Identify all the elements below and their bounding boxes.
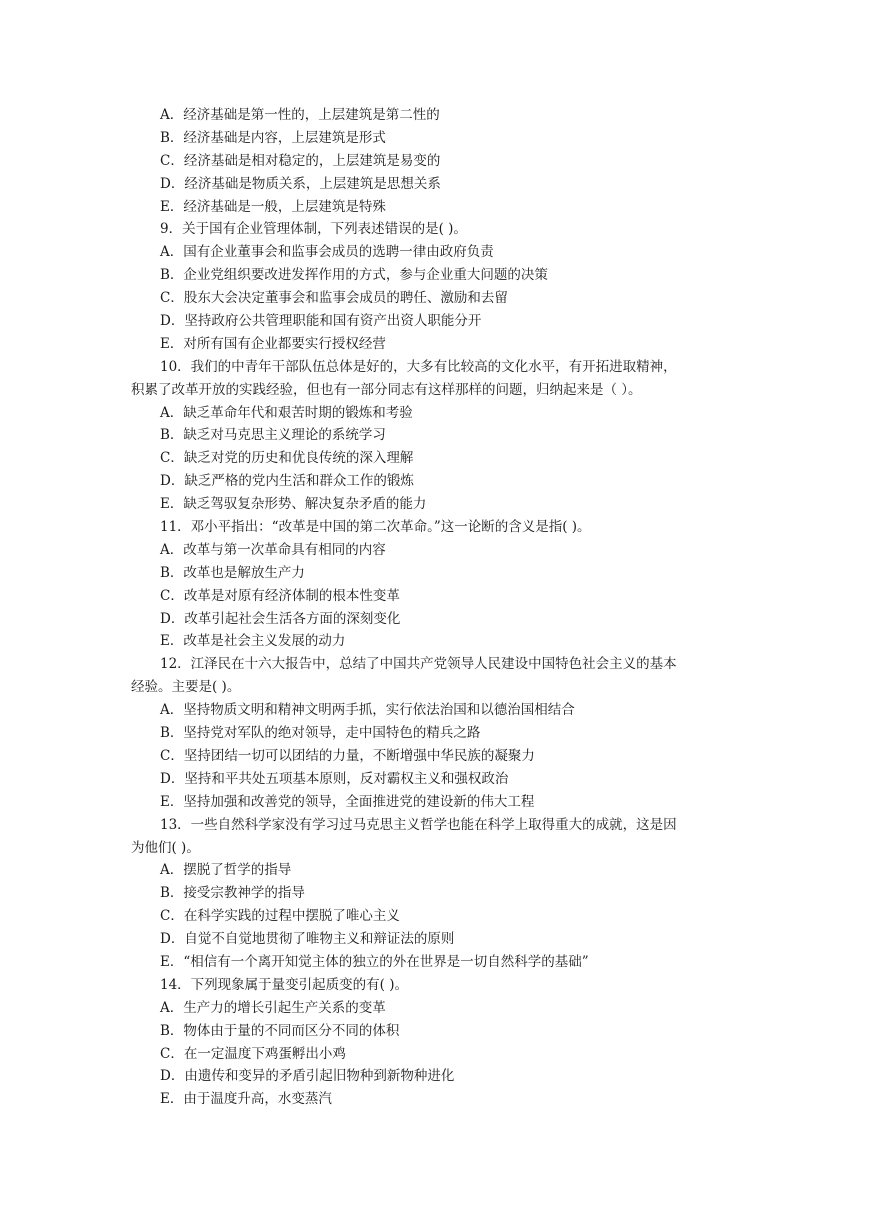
question-continuation-line: 为他们( )。 <box>131 839 200 856</box>
answer-option-line: A．生产力的增长引起生产关系的变革 <box>160 999 386 1016</box>
answer-option-line: A．摆脱了哲学的指导 <box>160 862 292 879</box>
answer-option-line: A．缺乏革命年代和艰苦时期的锻炼和考验 <box>160 404 413 421</box>
answer-option-line: E．由于温度升高，水变蒸汽 <box>160 1091 332 1108</box>
answer-option-line: B．企业党组织要改进发挥作用的方式，参与企业重大问题的决策 <box>160 267 548 284</box>
answer-option-line: E．经济基础是一般，上层建筑是特殊 <box>160 198 386 215</box>
answer-option-line: E．坚持加强和改善党的领导，全面推进党的建设新的伟大工程 <box>160 793 535 810</box>
question-continuation-line: 积累了改革开放的实践经验，但也有一部分同志有这样那样的问题，归纳起来是（ ）。 <box>131 381 642 398</box>
answer-option-line: E．对所有国有企业都要实行授权经营 <box>160 335 386 352</box>
answer-option-line: D．由遗传和变异的矛盾引起旧物种到新物种进化 <box>160 1068 455 1085</box>
answer-option-line: C．在一定温度下鸡蛋孵出小鸡 <box>160 1045 346 1062</box>
question-stem-line: 13．一些自然科学家没有学习过马克思主义哲学也能在科学上取得重大的成就，这是因 <box>160 816 677 833</box>
question-stem-line: 11．邓小平指出：“改革是中国的第二次革命。”这一论断的含义是指( )。 <box>160 519 591 536</box>
answer-option-line: C．股东大会决定董事会和监事会成员的聘任、激励和去留 <box>160 290 508 307</box>
answer-option-line: A．国有企业董事会和监事会成员的选聘一律由政府负责 <box>160 244 494 261</box>
answer-option-line: A．改革与第一次革命具有相同的内容 <box>160 541 386 558</box>
answer-option-line: C．坚持团结一切可以团结的力量，不断增强中华民族的凝聚力 <box>160 747 535 764</box>
answer-option-line: B．经济基础是内容，上层建筑是形式 <box>160 129 386 146</box>
answer-option-line: C．在科学实践的过程中摆脱了唯心主义 <box>160 908 400 925</box>
answer-option-line: B．物体由于量的不同而区分不同的体积 <box>160 1022 400 1039</box>
answer-option-line: A．经济基础是第一性的，上层建筑是第二性的 <box>160 107 440 123</box>
answer-option-line: D．自觉不自觉地贯彻了唯物主义和辩证法的原则 <box>160 931 455 948</box>
question-continuation-line: 经验。主要是( )。 <box>131 679 241 696</box>
answer-option-line: D．坚持和平共处五项基本原则，反对霸权主义和强权政治 <box>160 770 509 787</box>
answer-option-line: D．缺乏严格的党内生活和群众工作的锻炼 <box>160 473 414 490</box>
answer-option-line: B．缺乏对马克思主义理论的系统学习 <box>160 427 386 444</box>
answer-option-line: E．缺乏驾驭复杂形势、解决复杂矛盾的能力 <box>160 496 427 513</box>
answer-option-line: B．坚持党对军队的绝对领导，走中国特色的精兵之路 <box>160 725 481 742</box>
answer-option-line: C．改革是对原有经济体制的根本性变革 <box>160 587 400 604</box>
answer-option-line: B．接受宗教神学的指导 <box>160 885 305 902</box>
question-stem-line: 9．关于国有企业管理体制，下列表述错误的是( )。 <box>160 221 467 238</box>
answer-option-line: A．坚持物质文明和精神文明两手抓，实行依法治国和以德治国相结合 <box>160 702 575 719</box>
answer-option-line: E．“相信有一个离开知觉主体的独立的外在世界是一切自然科学的基础” <box>160 953 589 970</box>
answer-option-line: D．坚持政府公共管理职能和国有资产出资人职能分开 <box>160 313 482 330</box>
question-stem-line: 12．江泽民在十六大报告中，总结了中国共产党领导人民建设中国特色社会主义的基本 <box>160 656 677 673</box>
answer-option-line: C．经济基础是相对稳定的，上层建筑是易变的 <box>160 152 441 169</box>
question-stem-line: 14．下列现象属于量变引起质变的有( )。 <box>160 976 409 993</box>
question-text-body <box>131 104 741 1111</box>
answer-option-line: D．经济基础是物质关系，上层建筑是思想关系 <box>160 175 441 192</box>
question-stem-line: 10．我们的中青年干部队伍总体是好的，大多有比较高的文化水平，有开拓进取精神， <box>160 358 677 375</box>
answer-option-line: B．改革也是解放生产力 <box>160 564 305 581</box>
answer-option-line: C．缺乏对党的历史和优良传统的深入理解 <box>160 450 414 467</box>
answer-option-line: E．改革是社会主义发展的动力 <box>160 633 346 650</box>
answer-option-line: D．改革引起社会生活各方面的深刻变化 <box>160 610 401 627</box>
